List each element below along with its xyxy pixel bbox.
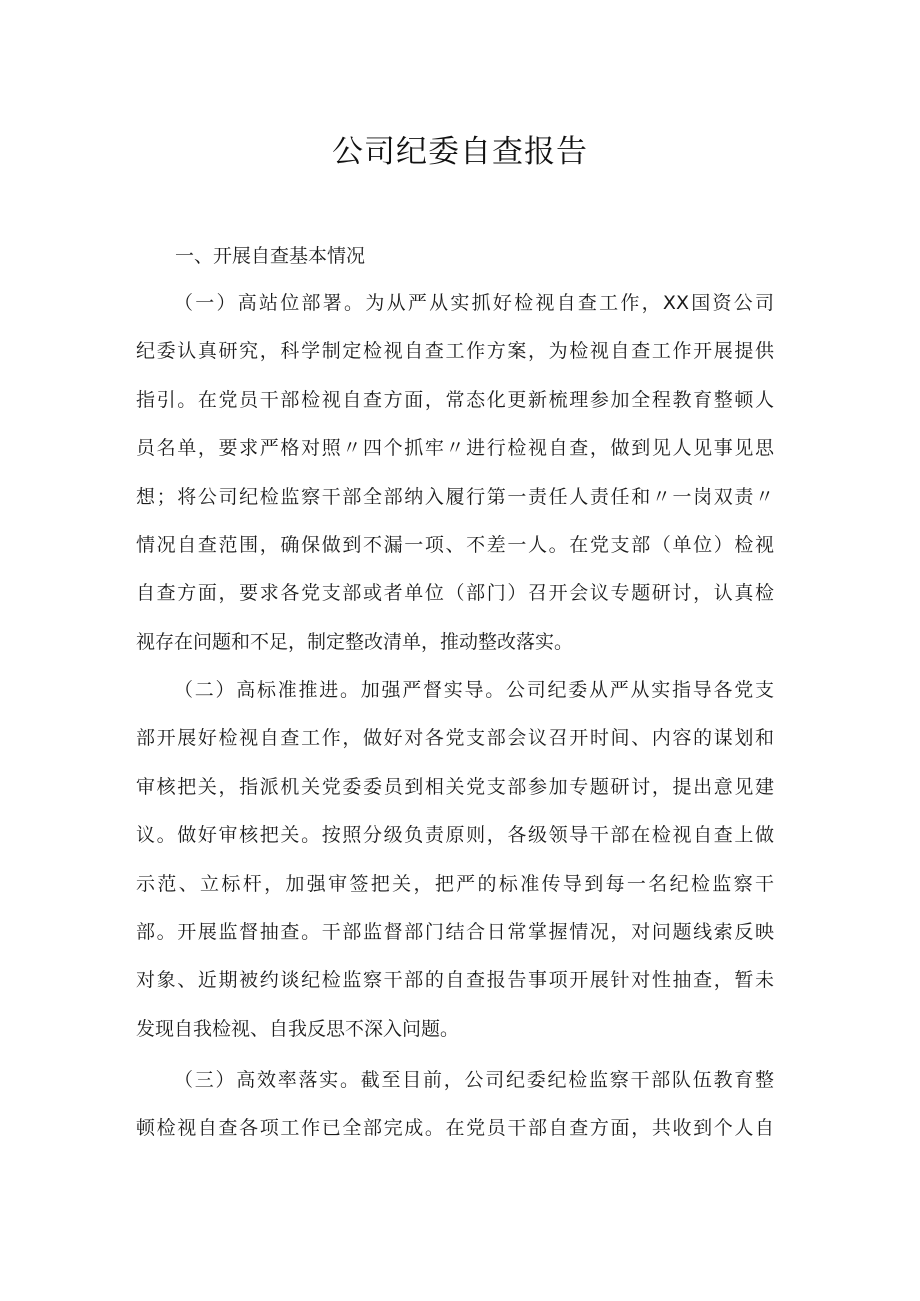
paragraph-line: 自查方面，要求各党支部或者单位（部门）召开会议专题研讨，认真检	[136, 582, 774, 605]
paragraph-line: 对象、近期被约谈纪检监察干部的自查报告事项开展针对性抽查，暂未	[136, 969, 774, 992]
paragraph-line: 想；将公司纪检监察干部全部纳入履行第一责任人责任和〃一岗双责〃	[136, 485, 774, 508]
paragraph-line: 指引。在党员干部检视自查方面，常态化更新梳理参加全程教育整顿人	[136, 388, 774, 411]
paragraph-line: （一）高站位部署。为从严从实抓好检视自查工作，XX国资公司	[174, 292, 774, 314]
paragraph-line: 发现自我检视、自我反思不深入问题。	[136, 1017, 460, 1040]
paragraph-line: 情况自查范围，确保做到不漏一项、不差一人。在党支部（单位）检视	[136, 533, 774, 556]
paragraph-line: 部。开展监督抽查。干部监督部门结合日常掌握情况，对问题线索反映	[136, 920, 774, 943]
paragraph-line: 顿检视自查各项工作已全部完成。在党员干部自查方面，共收到个人自	[136, 1117, 774, 1140]
paragraph-3	[136, 1056, 774, 1153]
paragraph-line: 示范、立标杆，加强审签把关，把严的标准传导到每一名纪检监察干	[136, 872, 774, 895]
paragraph-line: 审核把关，指派机关党委委员到相关党支部参加专题研讨，提出意见建	[136, 775, 774, 798]
paragraph-2	[136, 666, 774, 1053]
paragraph-line: （三）高效率落实。截至目前，公司纪委纪检监察干部队伍教育整	[174, 1069, 774, 1091]
paragraph-line: 员名单，要求严格对照〃四个抓牢〃进行检视自查，做到见人见事见思	[136, 437, 774, 460]
section-heading: 一、开展自查基本情况	[175, 245, 366, 267]
paragraph-line: 议。做好审核把关。按照分级负责原则，各级领导干部在检视自查上做	[136, 824, 774, 847]
paragraph-1	[136, 279, 774, 666]
paragraph-line: 视存在问题和不足，制定整改清单，推动整改落实。	[136, 630, 574, 653]
document-title: 公司纪委自查报告	[332, 134, 588, 170]
paragraph-line: 部开展好检视自查工作，做好对各党支部会议召开时间、内容的谋划和	[136, 727, 774, 750]
paragraph-line: 纪委认真研究，科学制定检视自查工作方案，为检视自查工作开展提供	[136, 340, 774, 363]
paragraph-line: （二）高标准推进。加强严督实导。公司纪委从严从实指导各党支	[174, 679, 774, 701]
